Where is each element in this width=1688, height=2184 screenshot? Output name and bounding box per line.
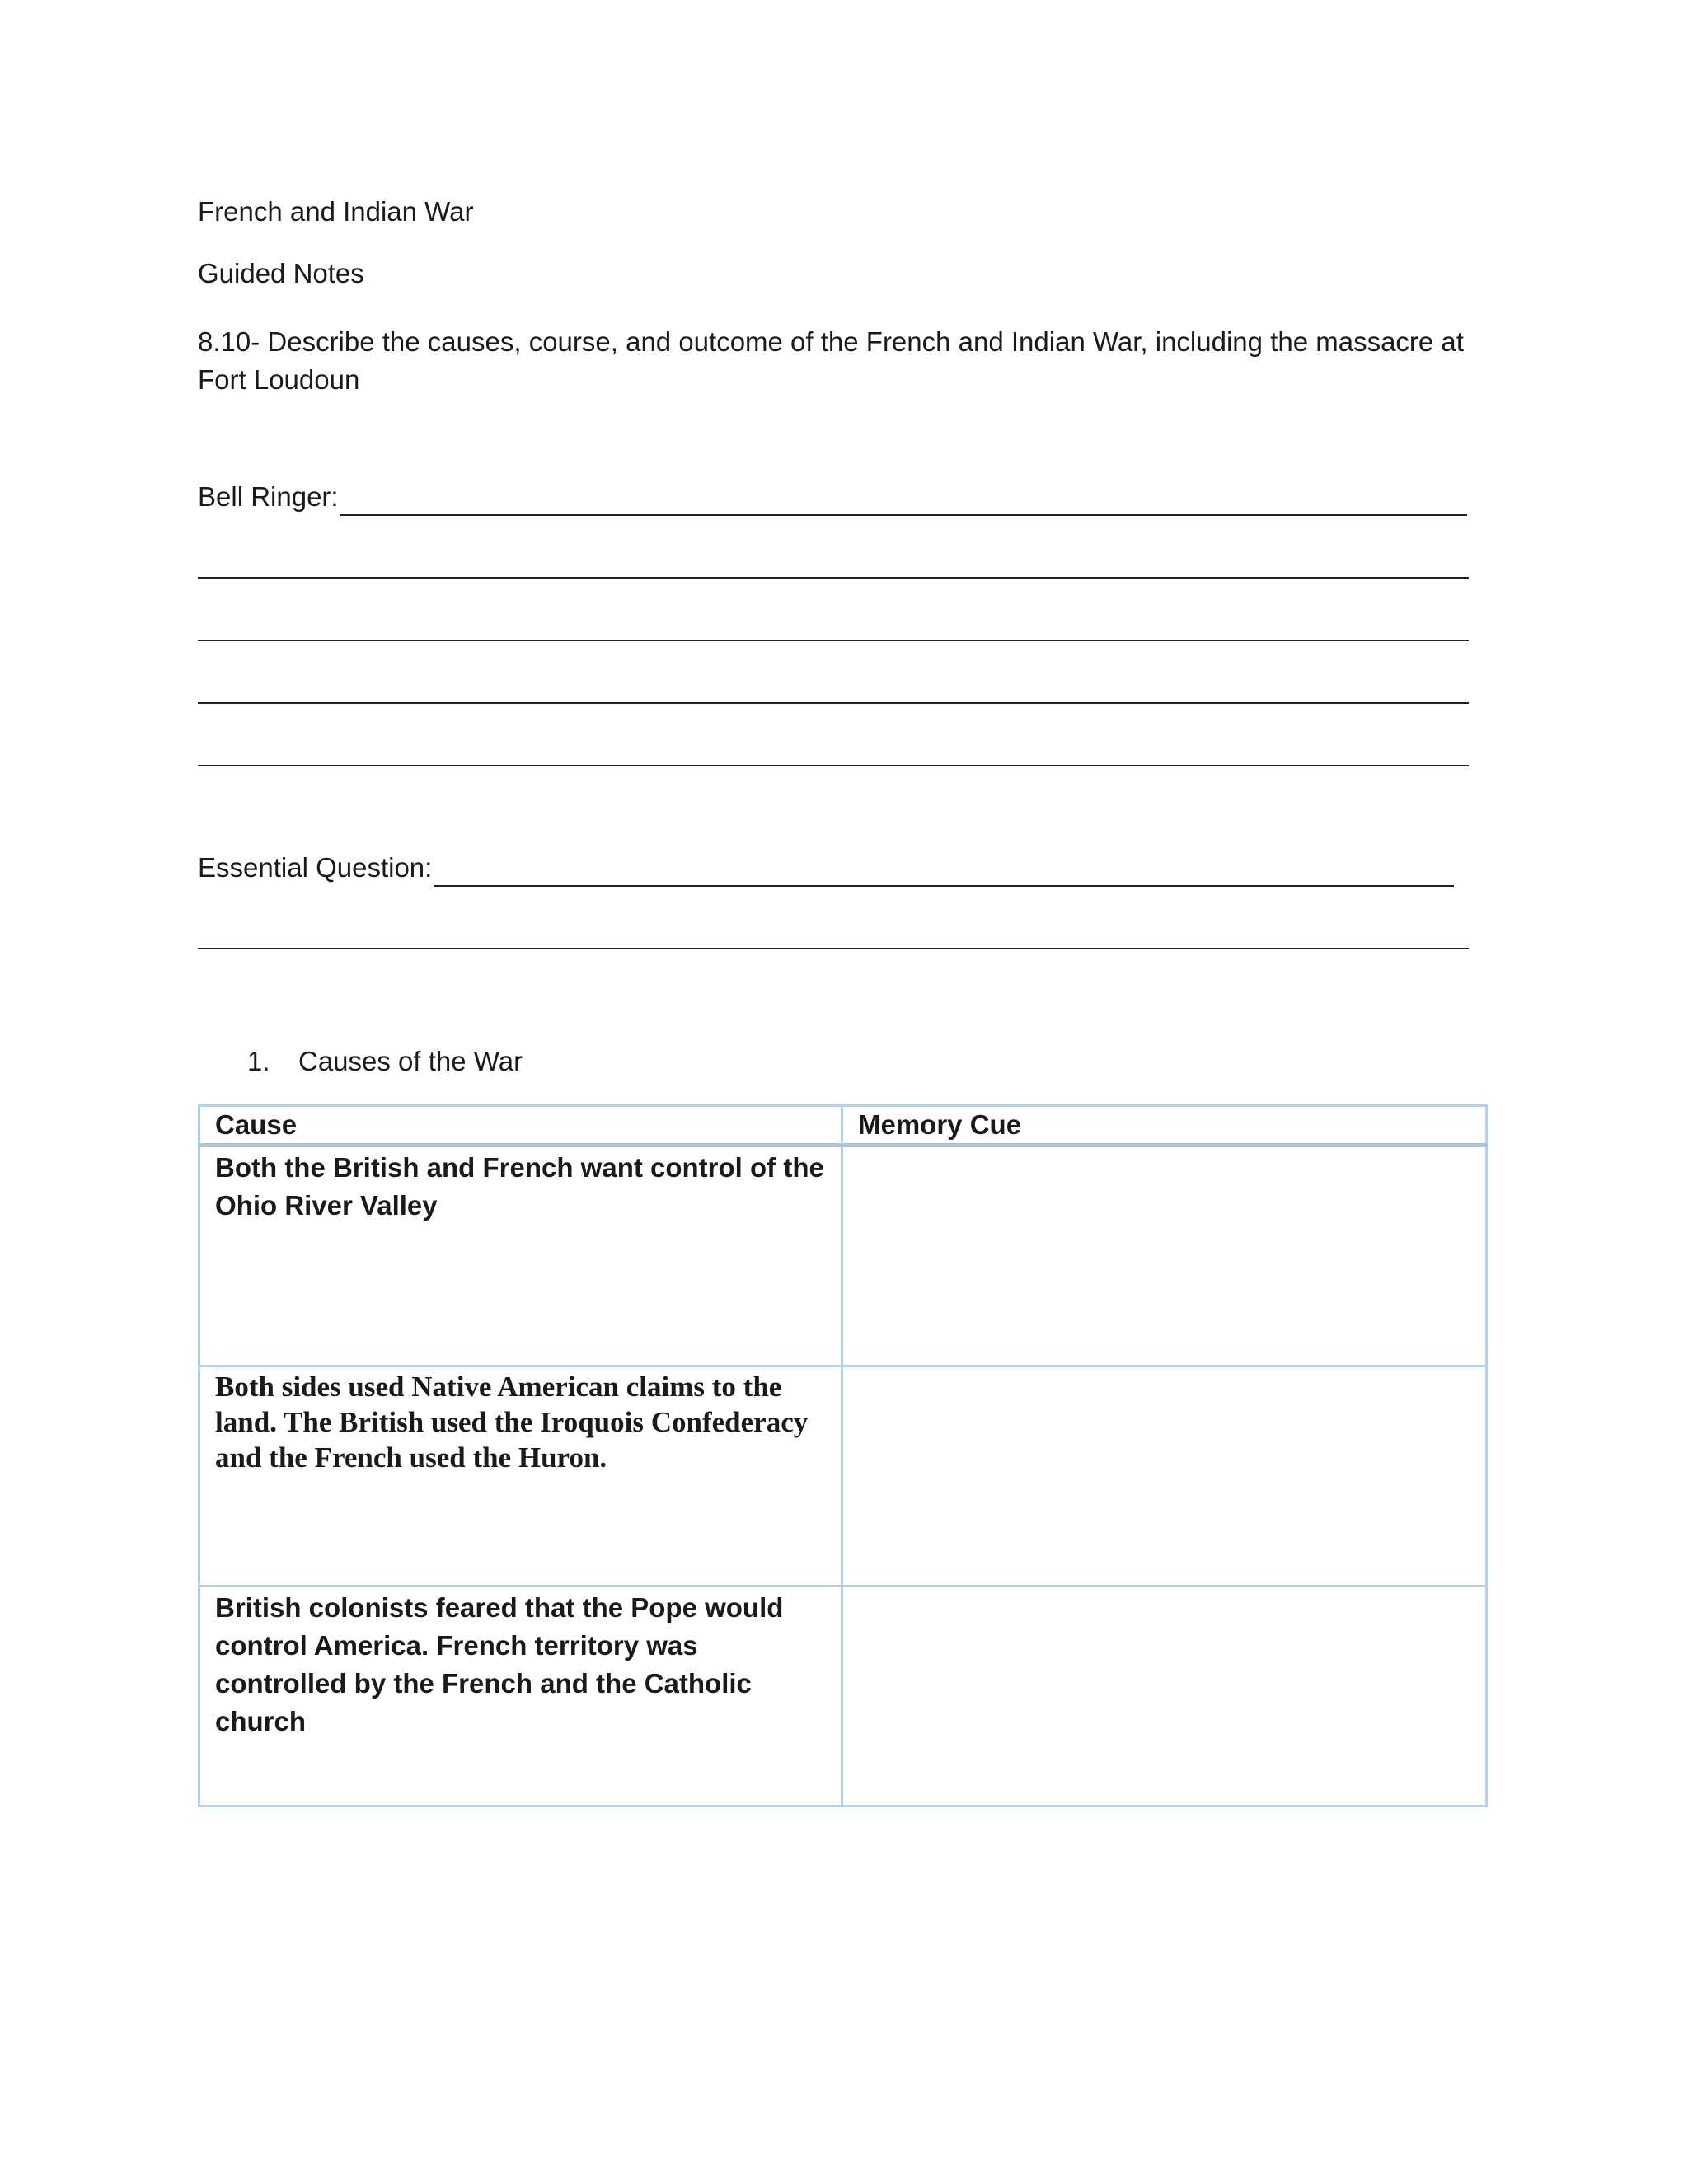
essential-question-row	[198, 849, 1454, 887]
cause-cell: British colonists feared that the Pope would control America. French territory was controlled by the French and the Catholic church	[199, 1586, 842, 1807]
memory-cue-cell[interactable]	[842, 1586, 1487, 1807]
essential-question-answer-line[interactable]	[434, 860, 1454, 887]
section-heading	[247, 1043, 523, 1080]
memory-cue-cell[interactable]	[842, 1366, 1487, 1586]
causes-table	[198, 1104, 1488, 1807]
worksheet-title: French and Indian War	[198, 196, 474, 227]
cause-cell: Both the British and French want control of the Ohio River Valley	[199, 1146, 842, 1366]
bell-ringer-line-5[interactable]	[198, 765, 1469, 766]
bell-ringer-line-4[interactable]	[198, 702, 1469, 704]
worksheet-subtitle: Guided Notes	[198, 258, 364, 288]
essential-question-line-2[interactable]	[198, 948, 1469, 949]
memory-cue-cell[interactable]	[842, 1146, 1487, 1366]
table-row	[199, 1586, 1487, 1807]
header-memory-cue: Memory Cue	[842, 1106, 1487, 1146]
section-title: Causes of the War	[298, 1046, 523, 1076]
table-header-row	[199, 1106, 1487, 1146]
bell-ringer-row	[198, 478, 1467, 516]
bell-ringer-answer-line[interactable]	[340, 490, 1467, 516]
standard-text: 8.10- Describe the causes, course, and outcome of the French and Indian War, including the massacre at Fort Loudoun	[198, 326, 1464, 395]
section-number: 1.	[247, 1046, 270, 1076]
bell-ringer-line-3[interactable]	[198, 640, 1469, 641]
table-row	[199, 1146, 1487, 1366]
bell-ringer-label: Bell Ringer:	[198, 481, 339, 512]
essential-question-label: Essential Question:	[198, 852, 433, 883]
table-row	[199, 1366, 1487, 1586]
cause-cell: Both sides used Native American claims to the land. The British used the Iroquois Confederacy and the French used the Huron.	[199, 1366, 842, 1586]
header-cause: Cause	[199, 1106, 842, 1146]
bell-ringer-line-2[interactable]	[198, 577, 1469, 579]
